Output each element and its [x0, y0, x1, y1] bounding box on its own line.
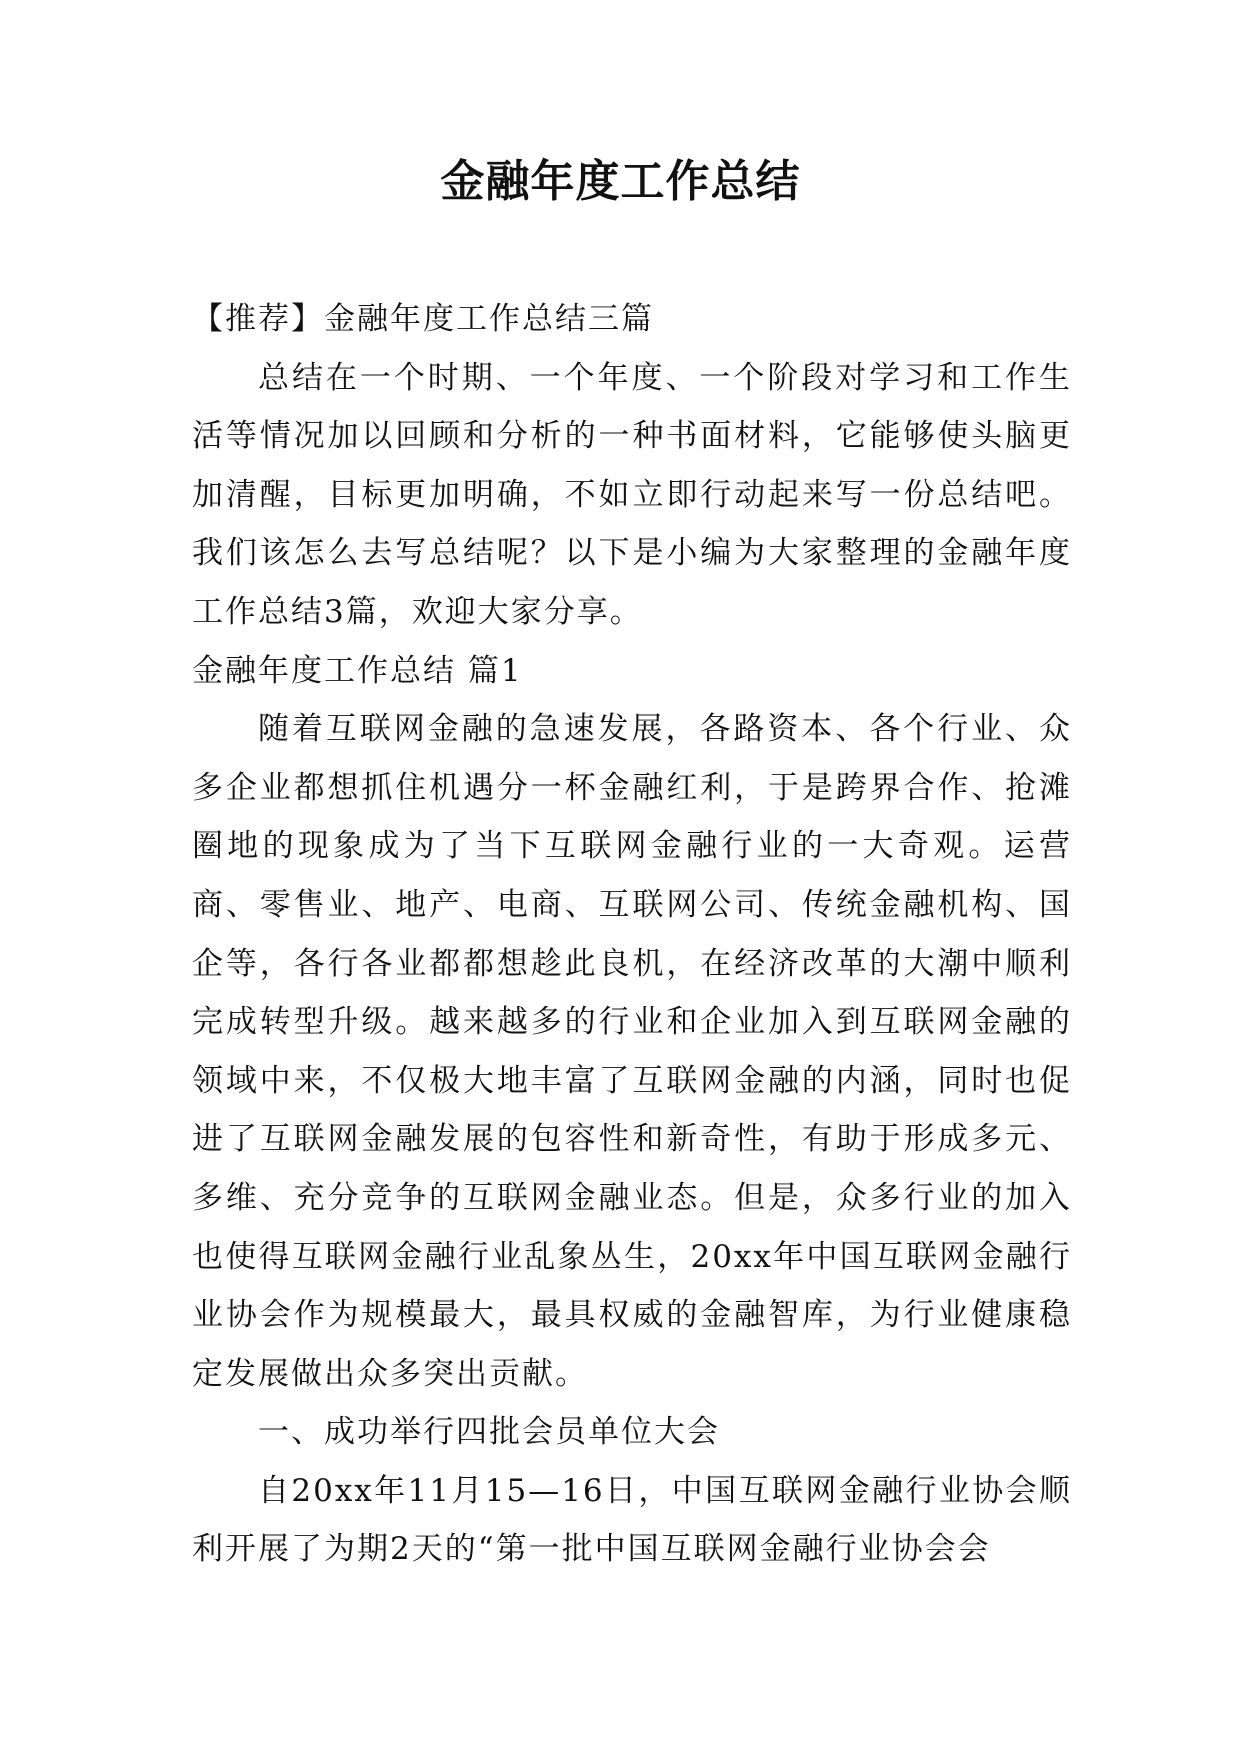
paragraph-body: 自20xx年11月15—16日，中国互联网金融行业协会顺利开展了为期2天的“第一批中国互联网金融行业协会会 — [192, 1472, 1072, 1568]
paragraph-body: 随着互联网金融的急速发展，各路资本、各个行业、众多企业都想抓住机遇分一杯金融红利，于是跨界合作、抢滩圈地的现象成为了当下互联网金融行业的一大奇观。运营商、零售业、地产、电商、互联网公司、传统金融机构、国企等，各行各业都都想趁此良机，在经济改革的大潮中顺利完成转型升级。越来越多的行业和企业加入到互联网金融的领域中来，不仅极大地丰富了互联网金融的内涵，同时也促进了互联网金融发展的包容性和新奇性，有助于形成多元、多维、充分竞争的互联网金融业态。但是，众多行业的加入也使得互联网金融行业乱象丛生，20xx年中国互联网金融行业协会作为规模最大，最具权威的金融智库，为行业健康稳定发展做出众多突出贡献。 — [192, 711, 1072, 1392]
paragraph-section-heading: 金融年度工作总结 篇1 — [192, 652, 523, 689]
paragraph-intro: 总结在一个时期、一个年度、一个阶段对学习和工作生活等情况加以回顾和分析的一种书面材料，它能够使头脑更加清醒，目标更加明确，不如立即行动起来写一份总结吧。我们该怎么去写总结呢？以下是小编为大家整理的金融年度工作总结3篇，欢迎大家分享。 — [192, 359, 1072, 630]
paragraph-subheading: 一、成功举行四批会员单位大会 — [258, 1414, 720, 1451]
document-title: 金融年度工作总结 — [440, 156, 801, 207]
document-body — [192, 290, 1072, 1579]
paragraph-recommend-heading: 【推荐】金融年度工作总结三篇 — [192, 301, 654, 337]
